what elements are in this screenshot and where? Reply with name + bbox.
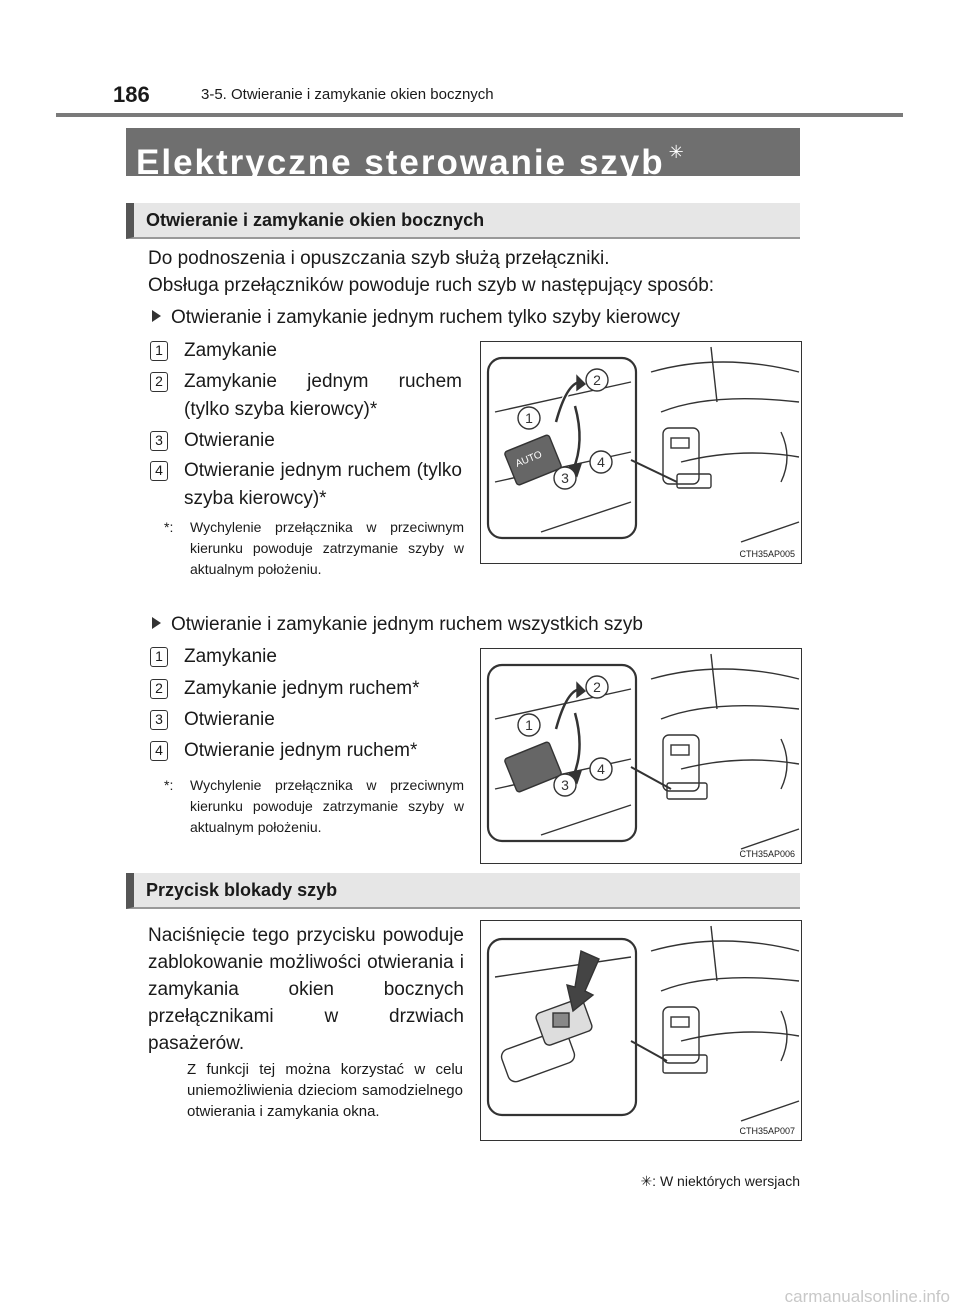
asterisk-marker: ✳ xyxy=(640,1173,653,1189)
figure-code: CTH35AP007 xyxy=(739,1126,795,1136)
list-item: 1 Zamykanie xyxy=(150,337,462,365)
svg-text:AUTO: AUTO xyxy=(513,449,544,470)
subheading-all-windows: Otwieranie i zamykanie jednym ruchem wszystkich szyb xyxy=(152,614,643,636)
window-switch-illustration xyxy=(481,649,800,862)
intro-line-2: Obsługa przełączników powoduje ruch szyb w następujący sposób: xyxy=(148,275,715,296)
window-switch-illustration xyxy=(481,342,800,562)
lock-note: Z funkcji tej można korzystać w celu uniemożliwienia dzieciom samodzielnego otwierania i zamykania okna. xyxy=(187,1061,463,1120)
svg-text:2: 2 xyxy=(593,679,601,695)
svg-text:3: 3 xyxy=(561,777,569,793)
figure-code: CTH35AP006 xyxy=(739,849,795,859)
chapter-title: 3-5. Otwieranie i zamykanie okien bocznych xyxy=(201,86,494,103)
footnote-star-2: *: Wychylenie przełącznika w przeciwnym kierunku powoduje zatrzymanie szyby w aktualnym położeniu. xyxy=(164,777,464,835)
list-item: 1 Zamykanie xyxy=(150,643,462,671)
list-item: 3 Otwieranie xyxy=(150,706,462,734)
list-item: 4 Otwieranie jednym ruchem* xyxy=(150,737,462,765)
asterisk-marker: ✳ xyxy=(668,142,686,162)
list-item: 4 Otwieranie jednym ruchem (tylko szyba kierowcy)* xyxy=(150,457,462,513)
figure-code: CTH35AP005 xyxy=(739,549,795,559)
svg-text:4: 4 xyxy=(597,454,605,470)
watermark: carmanualsonline.info xyxy=(784,1287,950,1306)
page-title: Elektryczne sterowanie szyb ✳ xyxy=(126,128,800,176)
figure-all-switch xyxy=(480,648,802,864)
svg-text:2: 2 xyxy=(593,372,601,388)
list-item: 2 Zamykanie jednym ruchem (tylko szyba kierowcy)* xyxy=(150,368,462,424)
header-rule xyxy=(56,113,903,117)
subheading-driver-window: Otwieranie i zamykanie jednym ruchem tylko szyby kierowcy xyxy=(152,307,680,329)
svg-text:1: 1 xyxy=(525,717,533,733)
section-heading-lock-button: Przycisk blokady szyb xyxy=(126,873,800,909)
svg-text:3: 3 xyxy=(561,470,569,486)
page-number: 186 xyxy=(113,82,150,107)
page-footnote: ✳: W niektórych wersjach xyxy=(640,1173,800,1189)
list-item: 2 Zamykanie jednym ruchem* xyxy=(150,675,462,703)
triangle-bullet-icon xyxy=(152,617,161,629)
triangle-bullet-icon xyxy=(152,310,161,322)
intro-line-1: Do podnoszenia i opuszczania szyb służą przełączniki. xyxy=(148,248,610,269)
svg-text:1: 1 xyxy=(525,410,533,426)
section-heading-window-operation: Otwieranie i zamykanie okien bocznych xyxy=(126,203,800,239)
svg-text:4: 4 xyxy=(597,761,605,777)
list-item: 3 Otwieranie xyxy=(150,427,462,455)
footnote-star-1: *: Wychylenie przełącznika w przeciwnym kierunku powoduje zatrzymanie szyby w aktualnym położeniu. xyxy=(164,519,464,577)
lock-description: Naciśnięcie tego przycisku powoduje zablokowanie możliwości otwierania i zamykania okien bocznych przełącznikami w drzwiach pasażerów. xyxy=(148,925,464,1054)
figure-lock-button xyxy=(480,920,802,1141)
figure-driver-switch xyxy=(480,341,802,564)
lock-switch-illustration xyxy=(481,921,800,1139)
